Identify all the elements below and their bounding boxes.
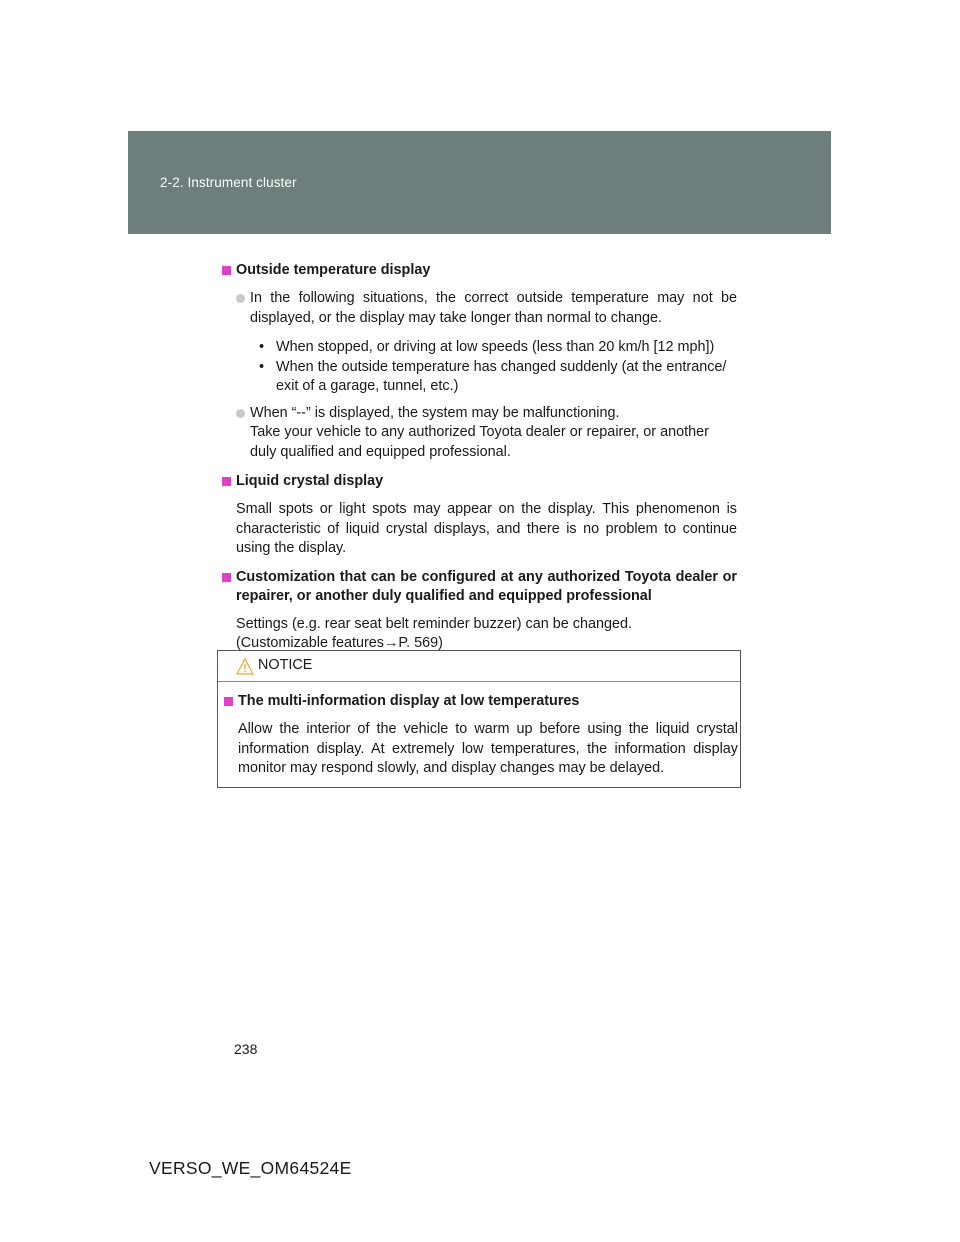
reference-arrow-icon: → [383,635,399,651]
outside-temp-bullet-2-line-2: Take your vehicle to any authorized Toyota dealer or repairer, or another duly qualified and equipped professional. [250,424,709,460]
customization-line-1: Settings (e.g. rear seat belt reminder buzzer) can be changed. [236,615,632,632]
sub-list-item-text: When stopped, or driving at low speeds (less than 20 km/h [12 mph]) [276,339,715,355]
notice-body [224,692,738,788]
square-bullet-icon [222,266,231,275]
main-content [222,261,737,663]
outside-temp-heading [222,261,737,280]
notice-header [218,651,740,682]
square-bullet-icon [222,573,231,582]
square-bullet-icon [224,697,233,706]
notice-box [217,650,741,788]
section-title: 2-2. Instrument cluster [160,175,297,190]
notice-heading-text: The multi-information display at low temperatures [238,693,580,709]
circle-bullet-icon [236,409,245,418]
lcd-heading [222,472,737,491]
outside-temp-bullet-1 [236,289,737,328]
outside-temp-sub-list [222,338,737,397]
sub-list-item-text: When the outside temperature has changed suddenly (at the entrance/ exit of a garage, tunnel, etc.) [276,358,727,394]
lcd-paragraph: Small spots or light spots may appear on the display. This phenomenon is characteristic of liquid crystal displays, and there is no problem to continue using the display. [236,501,737,556]
outside-temp-bullet-2-line-1: When “--” is displayed, the system may be malfunctioning. [250,404,620,421]
customization-line-2-prefix: (Customizable features [236,635,384,651]
page-number: 238 [234,1041,258,1057]
customization-heading [222,568,737,606]
notice-heading [224,692,738,711]
dot-marker-icon: • [259,339,265,355]
notice-paragraph: Allow the interior of the vehicle to warm up before using the liquid crystal information display. At extremely low temperatures, the information display monitor may respond slowly, and display changes may be delayed. [238,721,738,776]
dot-marker-icon: • [259,358,265,375]
square-bullet-icon [222,477,231,486]
notice-title: NOTICE [258,657,313,673]
customization-paragraph [236,615,737,654]
outside-temp-bullet-2 [236,404,737,463]
section-header-band [128,131,831,234]
lcd-heading-text: Liquid crystal display [236,473,384,489]
sub-list-item [250,338,737,358]
warning-triangle-icon [236,658,254,675]
document-code: VERSO_WE_OM64524E [149,1158,352,1178]
circle-bullet-icon [236,294,245,303]
outside-temp-bullet-1-text: In the following situations, the correct outside temperature may not be displayed, or the display may take longer than normal to change. [250,290,737,326]
page-reference-link[interactable]: P. 569) [398,635,443,651]
sub-list-item [250,358,737,397]
customization-heading-text: Customization that can be configured at any authorized Toyota dealer or repairer, or another duly qualified and equipped professional [236,568,737,604]
outside-temp-heading-text: Outside temperature display [236,262,431,278]
